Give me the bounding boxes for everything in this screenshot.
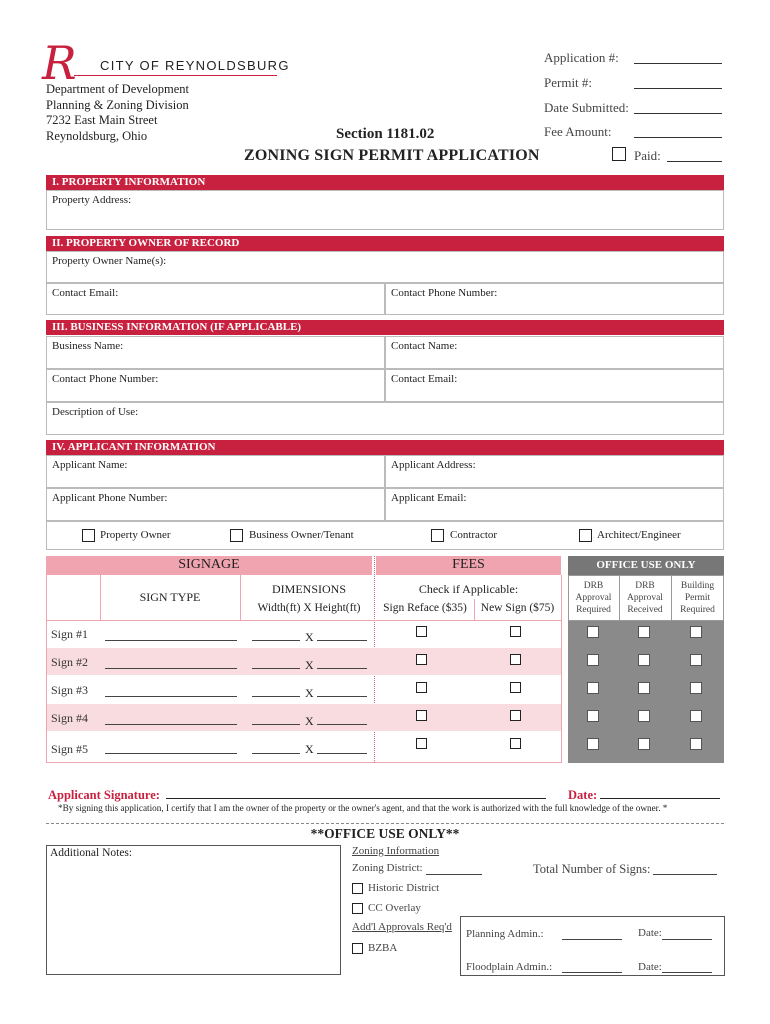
drb-received-l2: Approval: [627, 593, 663, 603]
sign-row-5-label: Sign #5: [51, 742, 89, 756]
bzba-label: BZBA: [368, 942, 398, 954]
paid-checkbox[interactable]: [612, 147, 626, 161]
notes-box[interactable]: [46, 845, 341, 975]
sign-3-drb-received-box: [638, 682, 650, 694]
historic-label: Historic District: [368, 882, 440, 894]
business-description-label: Description of Use:: [52, 406, 139, 418]
logo-underline: [74, 75, 277, 76]
drb-required-l2: Approval: [575, 593, 612, 603]
owner-email-field[interactable]: [46, 283, 385, 315]
sign-2-building-permit-box: [690, 654, 702, 666]
applicant-phone-field[interactable]: [46, 488, 385, 521]
property-heading: I. PROPERTY INFORMATION: [46, 175, 724, 190]
business-email-field[interactable]: [385, 369, 724, 402]
paid-label: Paid:: [634, 148, 661, 163]
zoning-district-field[interactable]: [426, 874, 482, 875]
property-address-field[interactable]: [46, 190, 724, 230]
sign-3-drb-required-box: [587, 682, 599, 694]
new-sign-header: New Sign ($75): [480, 602, 555, 614]
signage-bottom-border: [46, 762, 562, 763]
floodplain-date-field[interactable]: [662, 972, 712, 973]
applicant-email-label: Applicant Email:: [391, 492, 467, 504]
office-separator: [46, 823, 724, 824]
floodplain-admin-field[interactable]: [562, 972, 622, 973]
sign-1-type-field[interactable]: [105, 640, 237, 641]
header-row-bottom: [46, 620, 562, 621]
applicant-address-label: Applicant Address:: [391, 459, 476, 471]
owner-names-field[interactable]: [46, 251, 724, 283]
office-col-drb-required: [568, 580, 619, 616]
signature-label: Applicant Signature:: [48, 788, 160, 802]
planning-date-field[interactable]: [662, 939, 712, 940]
permit-label: Permit #:: [544, 75, 593, 90]
applicant-email-field[interactable]: [385, 488, 724, 521]
business-contact-name-label: Contact Name:: [391, 340, 458, 352]
drb-required-l3: Required: [576, 605, 611, 615]
page-title: ZONING SIGN PERMIT APPLICATION: [244, 147, 540, 164]
business-description-field[interactable]: [46, 402, 724, 435]
zoning-district-label: Zoning District:: [352, 862, 423, 874]
business-contact-name-field[interactable]: [385, 336, 724, 369]
fee-amount-label: Fee Amount:: [544, 124, 612, 139]
addl-approvals-label: Add'l Approvals Req'd: [352, 921, 452, 933]
sign-5-height-field[interactable]: [317, 753, 367, 754]
city-logo: R: [42, 36, 77, 90]
sign-3-type-field[interactable]: [105, 696, 237, 697]
sign-1-drb-required-box: [587, 626, 599, 638]
department: Department of Development: [46, 82, 190, 96]
sign-2-type-field[interactable]: [105, 668, 237, 669]
dimensions-subheader: Width(ft) X Height(ft): [257, 602, 361, 614]
certify-text: *By signing this application, I certify that I am the owner of the property or the owner's agent, and that the work is authorized with the full knowledge of the owner. *: [58, 803, 668, 813]
floodplain-date-label: Date:: [638, 961, 662, 973]
city-state: Reynoldsburg, Ohio: [46, 129, 148, 143]
signature-date-field[interactable]: [600, 798, 720, 799]
business-name-field[interactable]: [46, 336, 385, 369]
sign-1-building-permit-box: [690, 626, 702, 638]
sign-5-drb-required-box: [587, 738, 599, 750]
drb-received-l3: Received: [627, 605, 663, 615]
owner-names-label: Property Owner Name(s):: [52, 255, 167, 267]
sign-2-x: X: [305, 658, 314, 672]
sign-5-drb-received-box: [638, 738, 650, 750]
street: 7232 East Main Street: [46, 113, 158, 127]
sign-type-right-border: [240, 575, 241, 621]
sign-3-height-field[interactable]: [317, 696, 367, 697]
application-label: Application #:: [544, 50, 619, 65]
sign-1-height-field[interactable]: [317, 640, 367, 641]
permit-field[interactable]: [634, 88, 722, 89]
sign-3-width-field[interactable]: [252, 696, 300, 697]
application-field[interactable]: [634, 63, 722, 64]
sign-2-drb-required-box: [587, 654, 599, 666]
owner-email-label: Contact Email:: [52, 287, 119, 299]
role-architect-label: Architect/Engineer: [597, 529, 681, 541]
role-property-owner-checkbox[interactable]: [82, 529, 95, 542]
business-email-label: Contact Email:: [391, 373, 458, 385]
building-permit-l2: Permit: [684, 593, 711, 603]
sign-4-new-checkbox[interactable]: [510, 710, 521, 721]
planning-admin-label: Planning Admin.:: [466, 928, 544, 940]
applicant-name-field[interactable]: [46, 455, 385, 488]
role-architect-checkbox[interactable]: [579, 529, 592, 542]
division: Planning & Zoning Division: [46, 98, 189, 112]
dimensions-header: DIMENSIONS: [271, 582, 346, 596]
sign-4-width-field[interactable]: [252, 724, 300, 725]
applicant-heading: IV. APPLICANT INFORMATION: [46, 440, 724, 455]
cc-overlay-label: CC Overlay: [368, 902, 421, 914]
office-col-building-permit: [671, 580, 724, 616]
sign-row-4-label: Sign #4: [51, 711, 89, 725]
sign-row-2-bg: [47, 648, 561, 675]
sign-row-3-label: Sign #3: [51, 683, 89, 697]
cc-overlay-checkbox[interactable]: [352, 903, 363, 914]
sign-3-building-permit-box: [690, 682, 702, 694]
city-name: CITY OF REYNOLDSBURG: [100, 58, 290, 73]
sign-5-reface-checkbox[interactable]: [416, 738, 427, 749]
sign-1-new-checkbox[interactable]: [510, 626, 521, 637]
paid-field[interactable]: [667, 161, 722, 162]
date-submitted-field[interactable]: [634, 113, 722, 114]
business-name-label: Business Name:: [52, 340, 124, 352]
signature-date-label: Date:: [568, 788, 598, 802]
sign-5-x: X: [305, 742, 314, 756]
sign-2-height-field[interactable]: [317, 668, 367, 669]
sign-4-drb-required-box: [587, 710, 599, 722]
sign-1-reface-checkbox[interactable]: [416, 626, 427, 637]
sign-3-x: X: [305, 686, 314, 700]
applicant-name-label: Applicant Name:: [52, 459, 128, 471]
office-col-drb-received: [619, 580, 671, 616]
signage-heading: SIGNAGE: [178, 557, 240, 572]
fees-right-border: [561, 575, 562, 763]
drb-received-l1: DRB: [635, 581, 655, 591]
applicant-address-field[interactable]: [385, 455, 724, 488]
section-number: Section 1181.02: [336, 126, 435, 142]
total-signs-field[interactable]: [653, 874, 717, 875]
sign-4-height-field[interactable]: [317, 724, 367, 725]
role-contractor-label: Contractor: [450, 529, 498, 541]
planning-date-label: Date:: [638, 927, 662, 939]
sign-4-x: X: [305, 714, 314, 728]
role-contractor-checkbox[interactable]: [431, 529, 444, 542]
signature-field[interactable]: [166, 798, 546, 799]
bzba-checkbox[interactable]: [352, 943, 363, 954]
sign-5-new-checkbox[interactable]: [510, 738, 521, 749]
sign-4-drb-received-box: [638, 710, 650, 722]
office-use-heading: **OFFICE USE ONLY**: [310, 826, 460, 841]
business-heading: III. BUSINESS INFORMATION (IF APPLICABLE): [46, 320, 724, 335]
role-property-owner-label: Property Owner: [100, 529, 171, 541]
total-signs-label: Total Number of Signs:: [533, 862, 651, 876]
building-permit-l3: Required: [680, 605, 715, 615]
fees-heading: FEES: [452, 557, 485, 572]
owner-phone-field[interactable]: [385, 283, 724, 315]
sign-1-x: X: [305, 630, 314, 644]
business-phone-field[interactable]: [46, 369, 385, 402]
sign-4-building-permit-box: [690, 710, 702, 722]
zoning-info-label: Zoning Information: [352, 845, 440, 857]
notes-label: Additional Notes:: [50, 847, 133, 859]
sign-1-width-field[interactable]: [252, 640, 300, 641]
sign-row-2-label: Sign #2: [51, 655, 89, 669]
sign-row-4-bg: [47, 704, 561, 731]
owner-heading: II. PROPERTY OWNER OF RECORD: [46, 236, 724, 251]
check-applicable-header: Check if Applicable:: [418, 582, 519, 596]
planning-admin-field[interactable]: [562, 939, 622, 940]
role-business-owner-label: Business Owner/Tenant: [249, 529, 354, 541]
sign-2-drb-received-box: [638, 654, 650, 666]
building-permit-l1: Building: [680, 581, 715, 591]
sign-5-width-field[interactable]: [252, 753, 300, 754]
applicant-phone-label: Applicant Phone Number:: [52, 492, 168, 504]
fee-amount-field[interactable]: [634, 137, 722, 138]
sign-3-reface-checkbox[interactable]: [416, 682, 427, 693]
reface-header: Sign Reface ($35): [383, 602, 467, 614]
office-heading: OFFICE USE ONLY: [596, 559, 696, 571]
sign-4-type-field[interactable]: [105, 724, 237, 725]
business-phone-label: Contact Phone Number:: [52, 373, 159, 385]
sign-2-new-checkbox[interactable]: [510, 654, 521, 665]
date-submitted-label: Date Submitted:: [544, 100, 629, 115]
historic-checkbox[interactable]: [352, 883, 363, 894]
property-address-label: Property Address:: [52, 194, 132, 206]
sign-2-width-field[interactable]: [252, 668, 300, 669]
sign-4-reface-checkbox[interactable]: [416, 710, 427, 721]
floodplain-admin-label: Floodplain Admin.:: [466, 961, 553, 973]
sign-3-new-checkbox[interactable]: [510, 682, 521, 693]
sign-1-drb-received-box: [638, 626, 650, 638]
sign-2-reface-checkbox[interactable]: [416, 654, 427, 665]
sign-5-building-permit-box: [690, 738, 702, 750]
owner-phone-label: Contact Phone Number:: [391, 287, 498, 299]
sign-row-1-label: Sign #1: [51, 627, 89, 641]
drb-required-l1: DRB: [583, 581, 604, 591]
sign-5-type-field[interactable]: [105, 753, 237, 754]
role-business-owner-checkbox[interactable]: [230, 529, 243, 542]
sign-type-header: SIGN TYPE: [139, 590, 201, 604]
